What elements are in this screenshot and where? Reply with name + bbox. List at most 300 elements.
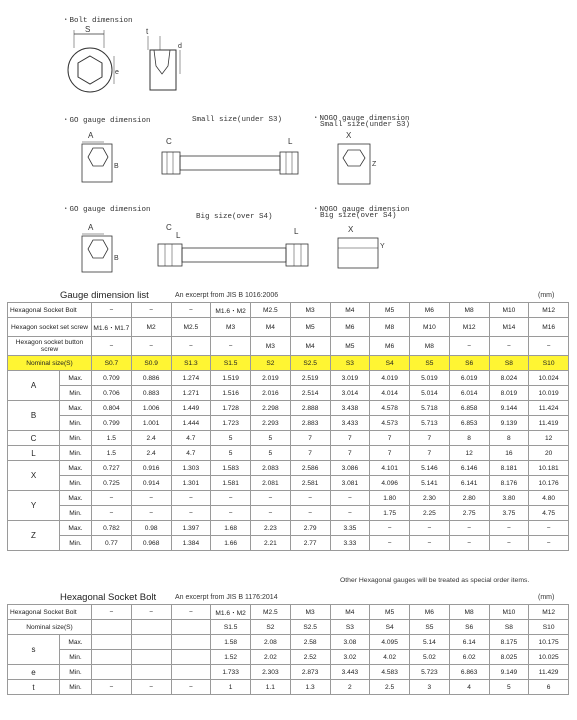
nominal-size-cell: [171, 620, 211, 635]
nogo-big-size-label: Big size(over S4): [320, 212, 397, 220]
table-cell: 5.019: [410, 371, 450, 386]
sub-label: Min.: [60, 506, 92, 521]
group-label: B: [8, 401, 60, 431]
nominal-size-cell: S1.5: [211, 620, 251, 635]
table-cell: 8.019: [489, 386, 529, 401]
table-cell: −: [211, 506, 251, 521]
table-cell: M4: [251, 318, 291, 337]
table-cell: 7: [290, 431, 330, 446]
table-cell: 8.024: [489, 371, 529, 386]
table-cell: −: [171, 303, 211, 318]
table-cell: 2.586: [290, 461, 330, 476]
table-cell: −: [131, 506, 171, 521]
table-cell: 2.02: [251, 650, 291, 665]
table-cell: M8: [410, 337, 450, 356]
nominal-size-cell: S0.7: [92, 356, 132, 371]
group-label: Y: [8, 491, 60, 521]
table-row: [8, 650, 569, 665]
table-cell: 5.723: [410, 665, 450, 680]
table-cell: −: [171, 506, 211, 521]
table-cell: 3.081: [330, 476, 370, 491]
nogo-big-dim-y: Y: [380, 243, 385, 250]
table-cell: 0.706: [92, 386, 132, 401]
table-cell: [92, 650, 132, 665]
table-cell: M10: [489, 605, 529, 620]
go-small-dim-a: A: [88, 131, 94, 140]
table-cell: 3.35: [330, 521, 370, 536]
go-small-dim-b: B: [114, 163, 119, 170]
table-cell: 1.80: [370, 491, 410, 506]
table-cell: 11.429: [529, 665, 569, 680]
table-cell: 3.443: [330, 665, 370, 680]
table-row: [8, 491, 569, 506]
gauge-dimension-table: [7, 302, 569, 551]
sub-label: Min.: [60, 431, 92, 446]
sub-label: Min.: [60, 536, 92, 551]
table-cell: −: [449, 536, 489, 551]
table-cell: 1.384: [171, 536, 211, 551]
table-cell: 4.573: [370, 416, 410, 431]
table-cell: [131, 665, 171, 680]
table-cell: 2.30: [410, 491, 450, 506]
row-label: Hexagon socket set screw: [8, 318, 92, 337]
group-label: t: [8, 680, 60, 695]
sub-label: Min.: [60, 446, 92, 461]
table-cell: [131, 635, 171, 650]
table-cell: 1.723: [211, 416, 251, 431]
group-label: Z: [8, 521, 60, 551]
nominal-size-cell: S5: [410, 356, 450, 371]
table-cell: −: [171, 605, 211, 620]
go-big-dim-l-right: L: [294, 227, 299, 236]
table-cell: −: [171, 337, 211, 356]
table-cell: −: [131, 303, 171, 318]
table-cell: 2.4: [131, 431, 171, 446]
gauge-table-title: Gauge dimension list: [60, 290, 149, 301]
table-cell: [92, 635, 132, 650]
table-header-row: [8, 303, 569, 318]
table-cell: 2.888: [290, 401, 330, 416]
table-cell: 3.019: [330, 371, 370, 386]
bolt-dim-e: e: [115, 69, 119, 76]
table-cell: −: [290, 491, 330, 506]
go-big-dim-b: B: [114, 255, 119, 262]
table-cell: 8.176: [489, 476, 529, 491]
table-cell: 0.727: [92, 461, 132, 476]
table-cell: 4.101: [370, 461, 410, 476]
table-cell: 8.181: [489, 461, 529, 476]
table-cell: 3.75: [489, 506, 529, 521]
table-cell: 2.519: [290, 371, 330, 386]
gauge-table-excerpt: An excerpt from JIS B 1016:2006: [175, 292, 279, 299]
sub-label: Max.: [60, 491, 92, 506]
group-label: X: [8, 461, 60, 491]
table-cell: 3.433: [330, 416, 370, 431]
table-cell: M2.5: [251, 605, 291, 620]
table-cell: −: [529, 521, 569, 536]
nominal-size-cell: S1.3: [171, 356, 211, 371]
table-cell: [92, 665, 132, 680]
table-cell: 1.006: [131, 401, 171, 416]
sub-label: Min.: [60, 476, 92, 491]
table-cell: M2.5: [251, 303, 291, 318]
table-cell: 4.096: [370, 476, 410, 491]
table-cell: M8: [370, 318, 410, 337]
table-row: [8, 476, 569, 491]
table-cell: 20: [529, 446, 569, 461]
table-cell: M10: [410, 318, 450, 337]
sub-label: Max.: [60, 371, 92, 386]
table-cell: [171, 635, 211, 650]
table-cell: 0.98: [131, 521, 171, 536]
table-cell: 5.014: [410, 386, 450, 401]
nominal-size-cell: S2.5: [290, 356, 330, 371]
table-cell: 1.274: [171, 371, 211, 386]
table-cell: 2.081: [251, 476, 291, 491]
table-cell: 0.725: [92, 476, 132, 491]
table-cell: M1.6・M1.7: [92, 318, 132, 337]
table-cell: 6.146: [449, 461, 489, 476]
nominal-size-cell: S8: [489, 356, 529, 371]
table-cell: 1.271: [171, 386, 211, 401]
bolt-dimension-drawing: [60, 26, 210, 100]
table-cell: M6: [370, 337, 410, 356]
table-cell: −: [131, 491, 171, 506]
table-cell: M6: [410, 303, 450, 318]
table-cell: 3.80: [489, 491, 529, 506]
table-cell: −: [489, 536, 529, 551]
nominal-size-cell: S8: [489, 620, 529, 635]
sub-label: Min.: [60, 665, 92, 680]
table-cell: −: [92, 337, 132, 356]
table-cell: [171, 650, 211, 665]
table-cell: −: [211, 491, 251, 506]
table-cell: 6.853: [449, 416, 489, 431]
table-cell: −: [330, 491, 370, 506]
table-cell: 4.578: [370, 401, 410, 416]
table-cell: 2.514: [290, 386, 330, 401]
table-cell: −: [131, 680, 171, 695]
table-cell: 5: [251, 446, 291, 461]
table-cell: M5: [330, 337, 370, 356]
table-cell: M1.6・M2: [211, 605, 251, 620]
table-cell: 6.141: [449, 476, 489, 491]
table-cell: [131, 650, 171, 665]
table-cell: −: [251, 491, 291, 506]
table-cell: −: [92, 506, 132, 521]
table-cell: 10.025: [529, 650, 569, 665]
table-cell: 5.713: [410, 416, 450, 431]
table-row: [8, 371, 569, 386]
bolt-table-excerpt: An excerpt from JIS B 1176:2014: [175, 594, 278, 601]
nominal-size-cell: [131, 620, 171, 635]
nominal-size-cell: S4: [370, 620, 410, 635]
table-cell: M5: [370, 605, 410, 620]
go-gauge-small-label: ・GO gauge dimension: [62, 117, 151, 125]
small-size-label: Small size(under S3): [192, 116, 283, 124]
table-cell: M12: [449, 318, 489, 337]
table-cell: 8.025: [489, 650, 529, 665]
table-cell: M6: [410, 605, 450, 620]
table-header-row: [8, 318, 569, 337]
table-cell: 9.139: [489, 416, 529, 431]
go-small-dim-l: L: [288, 137, 293, 146]
table-cell: 2.5: [370, 680, 410, 695]
table-cell: 4.75: [529, 506, 569, 521]
go-big-dim-c: C: [166, 223, 172, 232]
table-cell: 1.1: [251, 680, 291, 695]
sub-label: Min.: [60, 680, 92, 695]
nominal-size-cell: S10: [529, 620, 569, 635]
nominal-size-label: Nominal size(S): [8, 356, 92, 371]
table-cell: 6.014: [449, 386, 489, 401]
table-cell: 4.095: [370, 635, 410, 650]
table-cell: −: [92, 680, 132, 695]
go-big-dim-l-left: L: [176, 231, 181, 240]
table-row: [8, 416, 569, 431]
nominal-size-cell: S6: [449, 356, 489, 371]
table-cell: 2.79: [290, 521, 330, 536]
table-cell: 10.019: [529, 386, 569, 401]
sub-label: Min.: [60, 416, 92, 431]
table-cell: 1.75: [370, 506, 410, 521]
table-cell: −: [449, 521, 489, 536]
table-cell: M3: [290, 303, 330, 318]
table-cell: 3.438: [330, 401, 370, 416]
table-cell: −: [92, 303, 132, 318]
table-header-row: [8, 337, 569, 356]
table-cell: 4.019: [370, 371, 410, 386]
table-cell: M10: [489, 303, 529, 318]
table-cell: 2.23: [251, 521, 291, 536]
table-cell: 2.581: [290, 476, 330, 491]
table-cell: 1.5: [92, 446, 132, 461]
table-cell: 10.024: [529, 371, 569, 386]
go-gauge-small-drawing: [72, 130, 412, 186]
table-cell: 2.293: [251, 416, 291, 431]
table-row: [8, 386, 569, 401]
group-label: A: [8, 371, 60, 401]
go-small-dim-c: C: [166, 137, 172, 146]
bolt-dim-d: d: [178, 43, 182, 50]
table-cell: 0.77: [92, 536, 132, 551]
special-order-note: Other Hexagonal gauges will be treated as special order items.: [340, 577, 530, 584]
table-cell: 1.66: [211, 536, 251, 551]
table-cell: 8: [449, 431, 489, 446]
bolt-dim-t: t: [146, 27, 149, 36]
bolt-table-unit: (mm): [538, 594, 555, 601]
group-label: C: [8, 431, 60, 446]
table-cell: 11.419: [529, 416, 569, 431]
group-label: e: [8, 665, 60, 680]
bolt-dimension-label: ・Bolt dimension: [62, 17, 133, 25]
table-row: [8, 635, 569, 650]
table-cell: M12: [529, 605, 569, 620]
table-cell: 5: [251, 431, 291, 446]
table-cell: −: [92, 605, 132, 620]
bolt-dim-s: S: [85, 26, 91, 34]
nominal-size-cell: S2: [251, 620, 291, 635]
table-cell: −: [171, 680, 211, 695]
sub-label: Max.: [60, 461, 92, 476]
sub-label: Min.: [60, 386, 92, 401]
table-cell: −: [529, 337, 569, 356]
table-cell: 1.68: [211, 521, 251, 536]
table-cell: 4.02: [370, 650, 410, 665]
go-big-dim-a: A: [88, 223, 94, 232]
table-cell: 0.914: [131, 476, 171, 491]
table-cell: 4.014: [370, 386, 410, 401]
table-cell: 9.144: [489, 401, 529, 416]
nominal-size-label: Nominal size(S): [8, 620, 92, 635]
table-cell: 10.181: [529, 461, 569, 476]
table-cell: 1: [211, 680, 251, 695]
nominal-size-cell: S4: [370, 356, 410, 371]
hexagonal-socket-bolt-table: [7, 604, 569, 695]
table-cell: 3.08: [330, 635, 370, 650]
nominal-size-cell: S3: [330, 620, 370, 635]
table-cell: 1.52: [211, 650, 251, 665]
table-cell: M3: [290, 605, 330, 620]
table-cell: 2.08: [251, 635, 291, 650]
go-gauge-big-label: ・GO gauge dimension: [62, 206, 151, 214]
table-cell: 4.80: [529, 491, 569, 506]
table-cell: −: [131, 337, 171, 356]
big-size-label: Big size(over S4): [196, 213, 273, 221]
table-cell: 11.424: [529, 401, 569, 416]
table-cell: −: [92, 491, 132, 506]
table-cell: M4: [330, 303, 370, 318]
table-cell: 6: [529, 680, 569, 695]
table-row: [8, 680, 569, 695]
table-cell: M4: [330, 605, 370, 620]
table-cell: −: [251, 506, 291, 521]
table-cell: 1.581: [211, 476, 251, 491]
table-cell: M8: [449, 303, 489, 318]
table-cell: 2.019: [251, 371, 291, 386]
nominal-size-cell: S3: [330, 356, 370, 371]
table-row: [8, 665, 569, 680]
table-cell: 8.175: [489, 635, 529, 650]
table-cell: 0.916: [131, 461, 171, 476]
table-cell: M8: [449, 605, 489, 620]
table-cell: 7: [410, 431, 450, 446]
table-cell: 2.303: [251, 665, 291, 680]
table-cell: 5.14: [410, 635, 450, 650]
table-cell: 7: [410, 446, 450, 461]
table-cell: 3.014: [330, 386, 370, 401]
table-cell: 1.301: [171, 476, 211, 491]
nogo-small-dim-z: Z: [372, 161, 377, 168]
table-cell: 1.449: [171, 401, 211, 416]
table-cell: −: [489, 521, 529, 536]
table-cell: 6.863: [449, 665, 489, 680]
group-label: s: [8, 635, 60, 665]
nogo-gauge-small-label: ・NOGO gauge dimension: [312, 115, 410, 123]
table-cell: 4: [449, 680, 489, 695]
table-cell: 4.7: [171, 431, 211, 446]
nogo-gauge-big-label: ・NOGO gauge dimension: [312, 206, 410, 214]
sub-label: Min.: [60, 650, 92, 665]
table-cell: −: [131, 605, 171, 620]
table-cell: 2.21: [251, 536, 291, 551]
row-label: Hexagonal Socket Bolt: [8, 605, 92, 620]
table-cell: M5: [290, 318, 330, 337]
table-cell: M1.6・M2: [211, 303, 251, 318]
nominal-size-cell: S2.5: [290, 620, 330, 635]
gauge-table-unit: (mm): [538, 292, 555, 299]
table-cell: 1.516: [211, 386, 251, 401]
table-cell: 7: [330, 446, 370, 461]
table-cell: 10.176: [529, 476, 569, 491]
table-cell: 3.33: [330, 536, 370, 551]
table-cell: 2.4: [131, 446, 171, 461]
table-cell: 2.298: [251, 401, 291, 416]
table-cell: M2.5: [171, 318, 211, 337]
table-cell: M3: [251, 337, 291, 356]
row-label: Hexagon socket button screw: [8, 337, 92, 356]
nominal-size-cell: S6: [449, 620, 489, 635]
table-row: [8, 446, 569, 461]
nogo-small-dim-x: X: [346, 131, 352, 140]
table-cell: 8: [489, 431, 529, 446]
table-cell: 5: [489, 680, 529, 695]
table-cell: 7: [330, 431, 370, 446]
table-cell: −: [370, 536, 410, 551]
table-cell: 1.001: [131, 416, 171, 431]
nogo-big-dim-x: X: [348, 225, 354, 234]
table-cell: 9.149: [489, 665, 529, 680]
table-cell: 2.883: [290, 416, 330, 431]
table-cell: 4.7: [171, 446, 211, 461]
table-cell: 1.444: [171, 416, 211, 431]
table-cell: [171, 665, 211, 680]
table-cell: 6.02: [449, 650, 489, 665]
table-cell: 2.083: [251, 461, 291, 476]
table-cell: M3: [211, 318, 251, 337]
table-cell: −: [410, 536, 450, 551]
sub-label: Max.: [60, 401, 92, 416]
table-cell: 5: [211, 446, 251, 461]
go-gauge-big-drawing: [72, 222, 412, 274]
table-cell: 2.75: [449, 506, 489, 521]
table-cell: 2.52: [290, 650, 330, 665]
table-cell: 0.709: [92, 371, 132, 386]
table-row: [8, 521, 569, 536]
row-label: Hexagonal Socket Bolt: [8, 303, 92, 318]
table-cell: 5.146: [410, 461, 450, 476]
table-cell: 2.58: [290, 635, 330, 650]
table-cell: 1.583: [211, 461, 251, 476]
table-cell: −: [489, 337, 529, 356]
group-label: L: [8, 446, 60, 461]
nominal-size-cell: S2: [251, 356, 291, 371]
table-cell: 4.583: [370, 665, 410, 680]
table-cell: −: [410, 521, 450, 536]
nominal-size-row: [8, 356, 569, 371]
table-cell: 6.858: [449, 401, 489, 416]
table-cell: 5.718: [410, 401, 450, 416]
nominal-size-cell: [92, 620, 132, 635]
nominal-size-cell: S0.9: [131, 356, 171, 371]
table-cell: −: [529, 536, 569, 551]
nominal-size-cell: S5: [410, 620, 450, 635]
table-cell: 7: [370, 431, 410, 446]
table-cell: 3: [410, 680, 450, 695]
table-cell: 0.968: [131, 536, 171, 551]
table-cell: 10.175: [529, 635, 569, 650]
table-cell: 1.397: [171, 521, 211, 536]
